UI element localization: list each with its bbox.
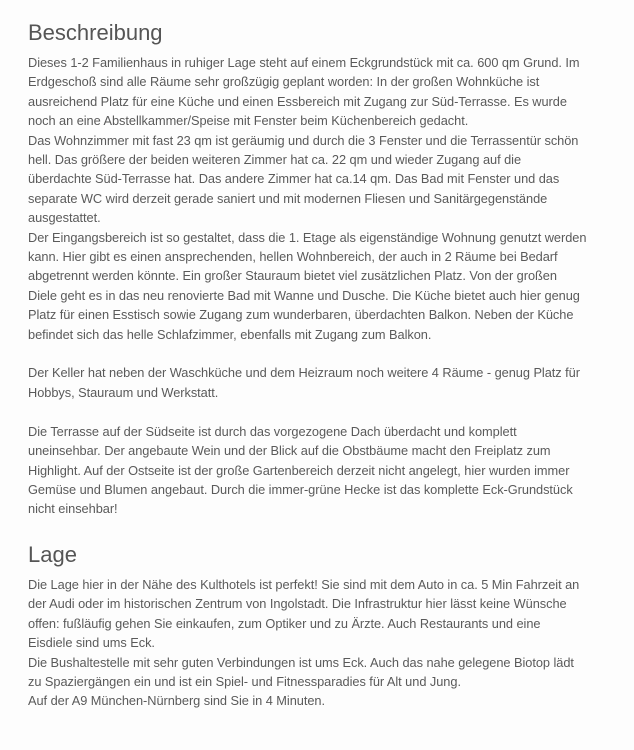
section-beschreibung <box>28 19 618 538</box>
section-body <box>28 575 618 711</box>
text-line: Hobbys, Stauraum und Werkstatt. <box>28 384 219 400</box>
text-line: separate WC wird derzeit gerade saniert und mit modernen Fliesen und Sanitärgegenstände <box>28 190 548 206</box>
text-line: zu Spaziergängen ein und ist ein Spiel- und Fitnessparadies für Alt und Jung. <box>28 674 461 690</box>
text-line: ausreichend Platz für eine Küche und einen Essbereich mit Zugang zur Süd-Terrasse. Es wurde <box>28 93 567 109</box>
text-line: uneinsehbar. Der angebaute Wein und der Blick auf die Obstbäume macht den Freiplatz zum <box>28 443 551 459</box>
text-line: überdachte Süd-Terrasse hat. Das andere Zimmer hat ca.14 qm. Das Bad mit Fenster und das <box>28 171 560 187</box>
text-line: Highlight. Auf der Ostseite ist der große Gartenbereich derzeit nicht angelegt, hier wurden immer <box>28 462 570 478</box>
text-line: kann. Hier gibt es einen ansprechenden, hellen Wohnbereich, der auch in 2 Räume bei Bedarf <box>28 249 558 265</box>
text-line: nicht einsehbar! <box>28 501 118 517</box>
paragraph <box>28 53 618 344</box>
text-line: Die Terrasse auf der Südseite ist durch das vorgezogene Dach überdacht und komplett <box>28 423 517 439</box>
paragraph <box>28 422 618 519</box>
paragraph <box>28 363 618 402</box>
text-line: Erdgeschoß sind alle Räume sehr großzügig geplant worden: In der großen Wohnküche ist <box>28 74 540 90</box>
text-line: Eisdiele sind ums Eck. <box>28 635 155 651</box>
text-line: Der Eingangsbereich ist so gestaltet, dass die 1. Etage als eigenständige Wohnung genutzt werden <box>28 229 587 245</box>
text-line: Das Wohnzimmer mit fast 23 qm ist geräumig und durch die 3 Fenster und die Terrassentür schön <box>28 132 579 148</box>
text-line: noch an eine Abstellkammer/Speise mit Fenster beim Küchenbereich gedacht. <box>28 113 469 129</box>
text-line: offen: fußläufig gehen Sie einkaufen, zum Optiker und zu Ärzte. Auch Restaurants und eine <box>28 615 541 631</box>
text-line: abgetrennt werden könnte. Ein großer Stauraum bietet viel zusätzlichen Platz. Von der großen <box>28 268 557 284</box>
text-line: befindet sich das helle Schlafzimmer, ebenfalls mit Zugang zum Balkon. <box>28 326 432 342</box>
paragraph <box>28 575 618 711</box>
text-line: Platz für einen Esstisch sowie Zugang zum wunderbaren, überdachten Balkon. Neben der Küche <box>28 307 574 323</box>
section-lage <box>28 541 618 730</box>
section-body <box>28 53 618 519</box>
text-line: Diele geht es in das neu renovierte Bad mit Wanne und Dusche. Die Küche bietet auch hier genug <box>28 287 580 303</box>
section-title: Beschreibung <box>28 20 163 45</box>
text-line: Die Bushaltestelle mit sehr guten Verbindungen ist ums Eck. Auch das nahe gelegene Biotop lädt <box>28 654 574 670</box>
text-line: Die Lage hier in der Nähe des Kulthotels ist perfekt! Sie sind mit dem Auto in ca. 5 Min Fahrzeit an <box>28 577 580 592</box>
section-title: Lage <box>28 542 77 567</box>
text-line: hell. Das größere der beiden weiteren Zimmer hat ca. 22 qm und wieder Zugang auf die <box>28 152 522 168</box>
text-line: der Audi oder im historischen Zentrum von Ingolstadt. Die Infrastruktur hier lässt keine Wünsche <box>28 596 567 612</box>
text-line: Dieses 1-2 Familienhaus in ruhiger Lage steht auf einem Eckgrundstück mit ca. 600 qm Grund. Im <box>28 55 580 70</box>
text-line: Auf der A9 München-Nürnberg sind Sie in 4 Minuten. <box>28 693 325 709</box>
text-line: Gemüse und Blumen angebaut. Durch die immer-grüne Hecke ist das komplette Eck-Grundstück <box>28 481 573 497</box>
text-line: Der Keller hat neben der Waschküche und dem Heizraum noch weitere 4 Räume - genug Platz für <box>28 365 580 381</box>
text-line: ausgestattet. <box>28 210 101 226</box>
